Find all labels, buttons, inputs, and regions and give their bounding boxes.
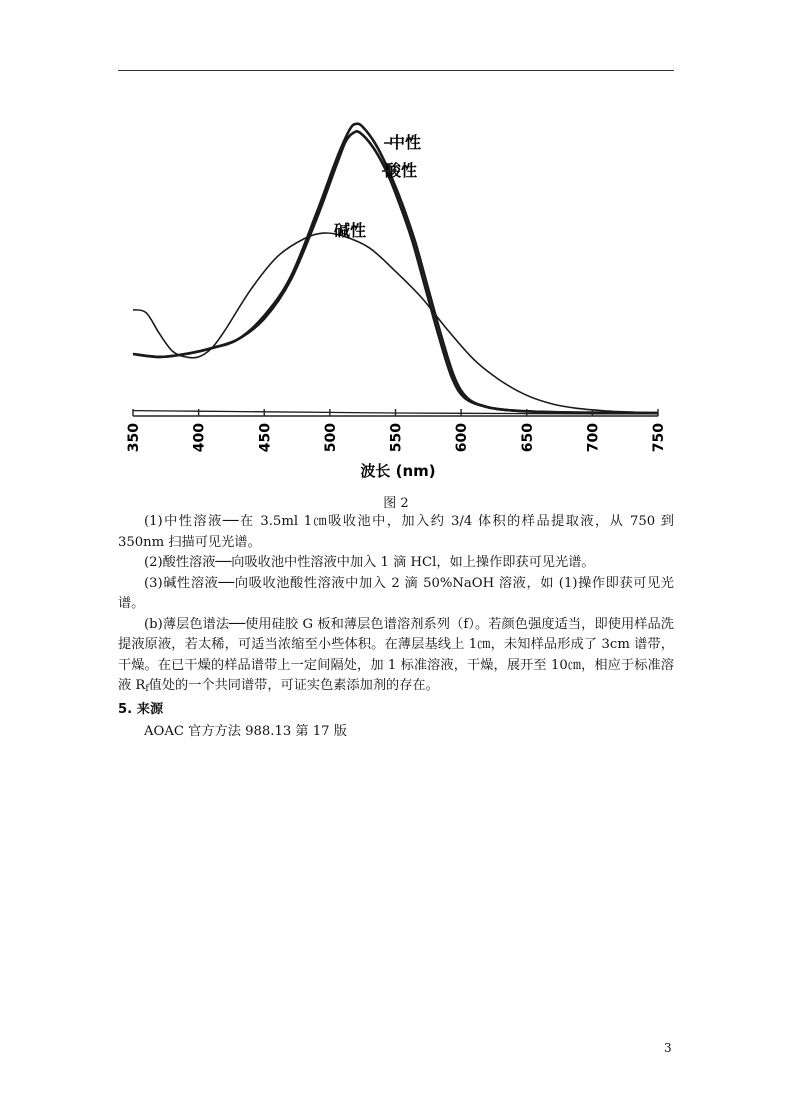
absorption-spectrum-chart <box>0 0 792 490</box>
paragraph-neutral-solution: (1)中性溶液──在 3.5ml 1㎝吸收池中，加入约 3/4 体积的样品提取液，从 750 到 350nm 扫描可见光谱。 <box>118 514 674 550</box>
x-tick-label: 400 <box>191 423 208 453</box>
label-acidic: 酸性 <box>385 161 418 180</box>
paragraph-tlc-part2: 值处的一个共同谱带，可证实色素添加剂的存在。 <box>148 678 439 693</box>
paragraph-tlc <box>118 615 674 700</box>
series-line-alkaline <box>133 233 658 413</box>
x-tick-label: 600 <box>454 423 471 453</box>
source-citation: AOAC 官方方法 988.13 第 17 版 <box>144 724 347 739</box>
x-tick-label: 550 <box>388 423 405 453</box>
x-tick-label: 350 <box>126 423 142 453</box>
paragraph-alkaline-solution: (3)碱性溶液──向吸收池酸性溶液中加入 2 滴 50%NaOH 溶液，如 (1)操作即获可见光谱。 <box>118 575 674 611</box>
paragraph-tlc-part1: (b)薄层色谱法──使用硅胶 G 板和薄层色谱溶剂系列（f）。若颜色强度适当，即使用样品洗提液原液，若太稀，可适当浓缩至小些体积。在薄层基线上 1㎝，未知样品形成了 3cm 谱带，干燥。在已干燥的样品谱带上一定间隔处，加 1 标准溶液，干燥，展开至 10㎝，相应于标准溶液 R <box>118 616 674 693</box>
body-text <box>118 512 674 743</box>
label-alkaline: 碱性 <box>334 221 367 240</box>
x-tick-label: 450 <box>257 423 274 453</box>
x-tick-label: 500 <box>322 423 339 453</box>
label-neutral: 中性 <box>389 133 422 152</box>
x-tick-label: 700 <box>585 423 602 453</box>
x-axis-label: 波长 (nm) <box>360 462 436 480</box>
x-tick-label: 650 <box>519 423 536 453</box>
paragraph-acidic-solution: (2)酸性溶液──向吸收池中性溶液中加入 1 滴 HCl，如上操作即获可见光谱。 <box>144 555 595 570</box>
figure-caption: 图 2 <box>383 496 409 511</box>
page-number: 3 <box>664 1041 672 1055</box>
section-heading-source: 5. 来源 <box>118 701 164 717</box>
x-tick-label: 750 <box>651 423 667 453</box>
rf-subscript: f <box>145 684 149 694</box>
